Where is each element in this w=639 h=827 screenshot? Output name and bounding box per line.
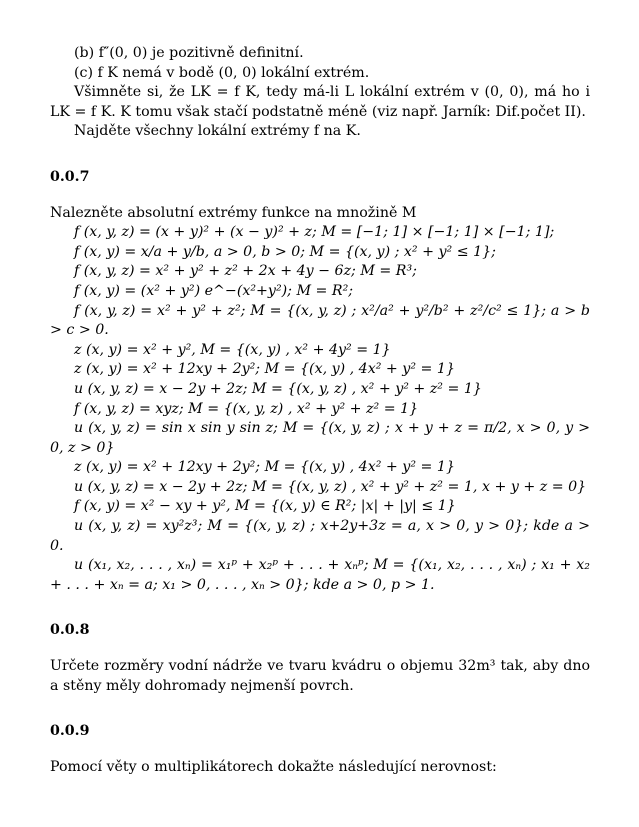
equation-line: f (x, y) = x/a + y/b, a > 0, b > 0; M = {(x, y) ; x² + y² ≤ 1}; <box>74 243 496 260</box>
equation-line: z (x, y) = x² + 12xy + 2y²; M = {(x, y) , 4x² + y² = 1} <box>74 459 455 476</box>
equation-line: f (x, y, z) = (x + y)² + (x − y)² + z; M = [−1; 1] × [−1; 1] × [−1; 1]; <box>74 224 555 241</box>
section-007-lead: Nalezněte absolutní extrémy funkce na množině M <box>50 204 417 221</box>
equation-line: f (x, y) = (x² + y²) e^−(x²+y²); M = R²; <box>74 282 354 299</box>
equation-line: z (x, y) = x² + y², M = {(x, y) , x² + 4y² = 1} <box>74 341 391 358</box>
equation-line: f (x, y) = x² − xy + y², M = {(x, y) ∈ R²; |x| + |y| ≤ 1} <box>74 498 456 515</box>
section-heading-007: 0.0.7 <box>50 168 90 185</box>
equation-line: u (x, y, z) = sin x sin y sin z; M = {(x, y, z) ; x + y + z = π/2, x > 0, y > 0, z > 0} <box>50 420 590 456</box>
task-paragraph: Najděte všechny lokální extrémy f na K. <box>74 123 361 140</box>
equation-line: z (x, y) = x² + 12xy + 2y²; M = {(x, y) , 4x² + y² = 1} <box>74 361 455 378</box>
equation-line: u (x, y, z) = x − 2y + 2z; M = {(x, y, z) , x² + y² + z² = 1, x + y + z = 0} <box>74 478 587 495</box>
section-008-text: Určete rozměry vodní nádrže ve tvaru kvádru o objemu 32m³ tak, aby dno a stěny měly dohromady nejmenší povrch. <box>50 658 590 694</box>
item-c: (c) f K nemá v bodě (0, 0) lokální extrém. <box>74 64 370 81</box>
equation-line: f (x, y, z) = x² + y² + z² + 2x + 4y − 6z; M = R³; <box>74 263 417 280</box>
equation-line: u (x₁, x₂, . . . , xₙ) = x₁ᵖ + x₂ᵖ + . . . + xₙᵖ; M = {(x₁, x₂, . . . , xₙ) ; x₁ + x₂ + . . . + xₙ = a; x₁ > 0, . . . , xₙ > 0}; kde a > 0, p > 1. <box>50 557 590 593</box>
equation-line: f (x, y, z) = xyz; M = {(x, y, z) , x² + y² + z² = 1} <box>74 400 419 417</box>
item-b: (b) f″(0, 0) je pozitivně definitní. <box>74 45 304 61</box>
document-page <box>50 44 590 777</box>
equation-line: f (x, y, z) = x² + y² + z²; M = {(x, y, z) ; x²/a² + y²/b² + z²/c² ≤ 1}; a > b > c > 0. <box>50 302 590 339</box>
section-009-text: Pomocí věty o multiplikátorech dokažte následující nerovnost: <box>50 758 497 775</box>
equation-list <box>50 223 590 595</box>
equation-line: u (x, y, z) = x − 2y + 2z; M = {(x, y, z) , x² + y² + z² = 1} <box>74 380 482 397</box>
section-heading-008: 0.0.8 <box>50 622 90 639</box>
equation-line: u (x, y, z) = xy²z³; M = {(x, y, z) ; x+2y+3z = a, x > 0, y > 0}; kde a > 0. <box>50 518 590 554</box>
section-heading-009: 0.0.9 <box>50 723 90 740</box>
remark-paragraph: Všimněte si, že LK = f K, tedy má-li L lokální extrém v (0, 0), má ho i LK = f K. K tomu však stačí podstatně méně (viz např. Jarník: Dif.počet II). <box>50 84 590 120</box>
